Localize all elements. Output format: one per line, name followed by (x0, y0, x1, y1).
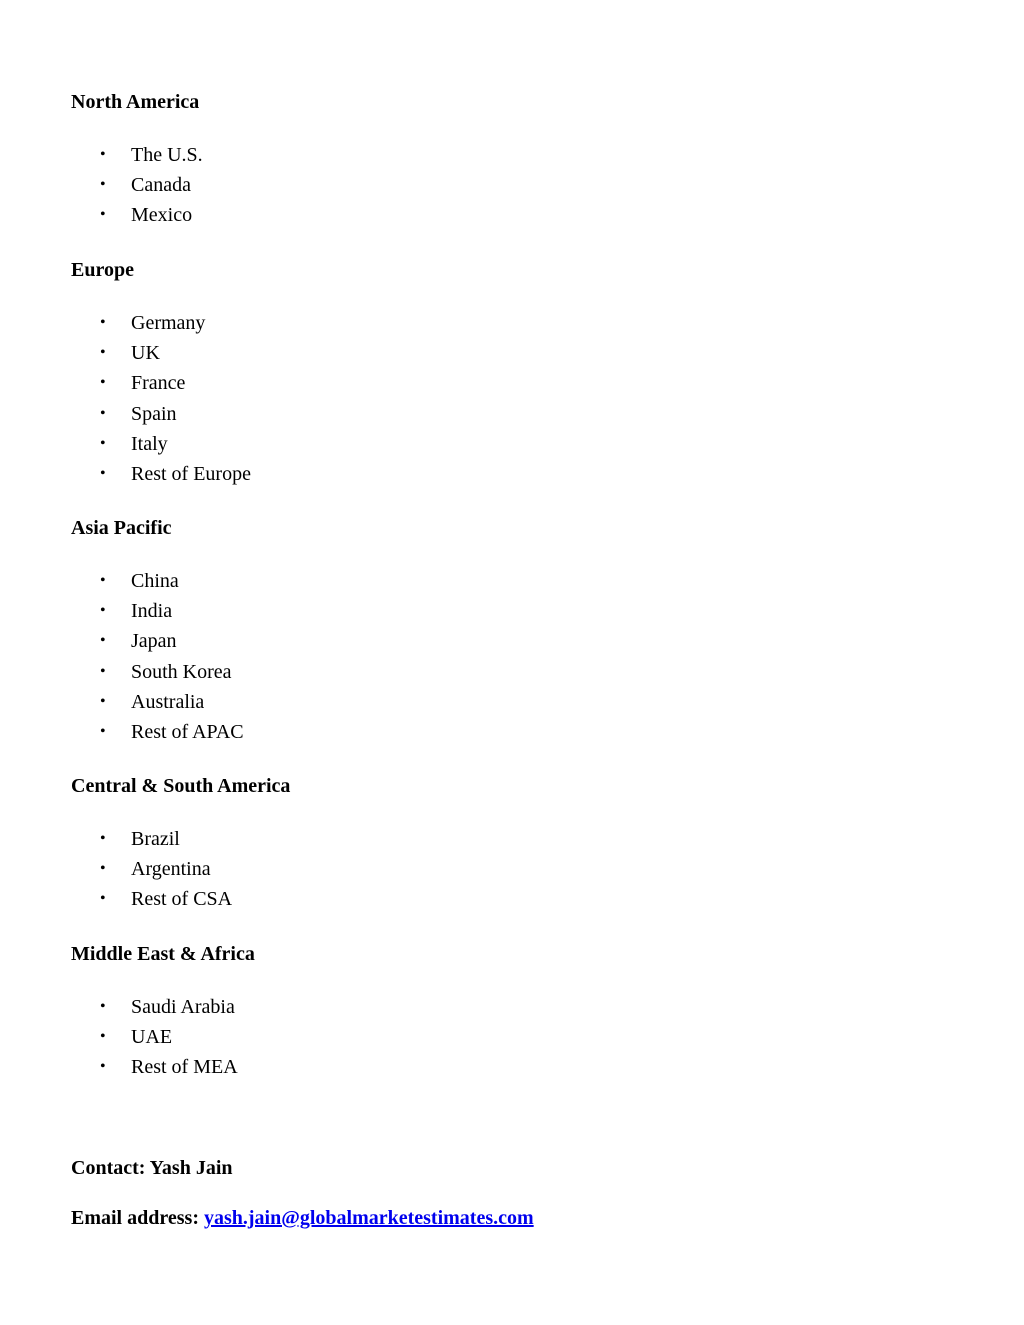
bullet-icon: • (100, 464, 106, 482)
country-label: The U.S. (131, 144, 203, 166)
bullet-icon: • (100, 998, 106, 1015)
region-heading-north-america: North America (71, 91, 200, 113)
country-label: Rest of MEA (131, 1056, 238, 1079)
bullet-icon: • (100, 434, 106, 452)
contact-name: Contact: Yash Jain (71, 1157, 233, 1179)
country-label: Canada (131, 174, 191, 197)
email-line (71, 1206, 534, 1230)
bullet-icon: • (100, 146, 106, 163)
bullet-icon: • (100, 176, 106, 194)
country-label: Brazil (131, 828, 180, 850)
bullet-icon: • (100, 344, 106, 362)
bullet-icon: • (100, 890, 106, 908)
country-label: Argentina (131, 858, 211, 881)
country-label: Saudi Arabia (131, 996, 235, 1018)
bullet-icon: • (100, 722, 106, 740)
country-label: Japan (131, 630, 177, 653)
region-heading-europe: Europe (71, 259, 134, 281)
bullet-icon: • (100, 572, 106, 589)
country-label: UAE (131, 1026, 173, 1049)
bullet-icon: • (100, 314, 106, 331)
country-label: Italy (131, 432, 168, 455)
country-label: Spain (131, 402, 177, 425)
email-label: Email address: (71, 1207, 204, 1229)
country-label: South Korea (131, 660, 232, 683)
bullet-icon: • (100, 206, 106, 224)
country-label: Rest of Europe (131, 462, 251, 485)
country-label: Germany (131, 312, 206, 334)
email-link[interactable]: yash.jain@globalmarketestimates.com (203, 1207, 534, 1229)
bullet-icon: • (100, 830, 106, 847)
bullet-icon: • (100, 632, 106, 650)
region-heading-asia-pacific: Asia Pacific (71, 517, 172, 539)
bullet-icon: • (100, 404, 106, 422)
bullet-icon: • (100, 1058, 106, 1076)
bullet-icon: • (100, 602, 106, 620)
country-label: UK (131, 342, 160, 365)
bullet-icon: • (100, 860, 106, 878)
country-label: Rest of CSA (131, 888, 233, 911)
region-heading-central-south-america: Central & South America (71, 775, 291, 797)
bullet-icon: • (100, 662, 106, 680)
region-heading-middle-east-africa: Middle East & Africa (71, 943, 255, 965)
bullet-icon: • (100, 1028, 106, 1046)
country-label: Mexico (131, 204, 193, 227)
country-label: France (131, 372, 186, 395)
bullet-icon: • (100, 692, 106, 710)
country-label: China (131, 570, 179, 592)
country-label: Australia (131, 690, 205, 713)
bullet-icon: • (100, 374, 106, 392)
country-label: Rest of APAC (131, 720, 244, 743)
country-label: India (131, 600, 173, 623)
